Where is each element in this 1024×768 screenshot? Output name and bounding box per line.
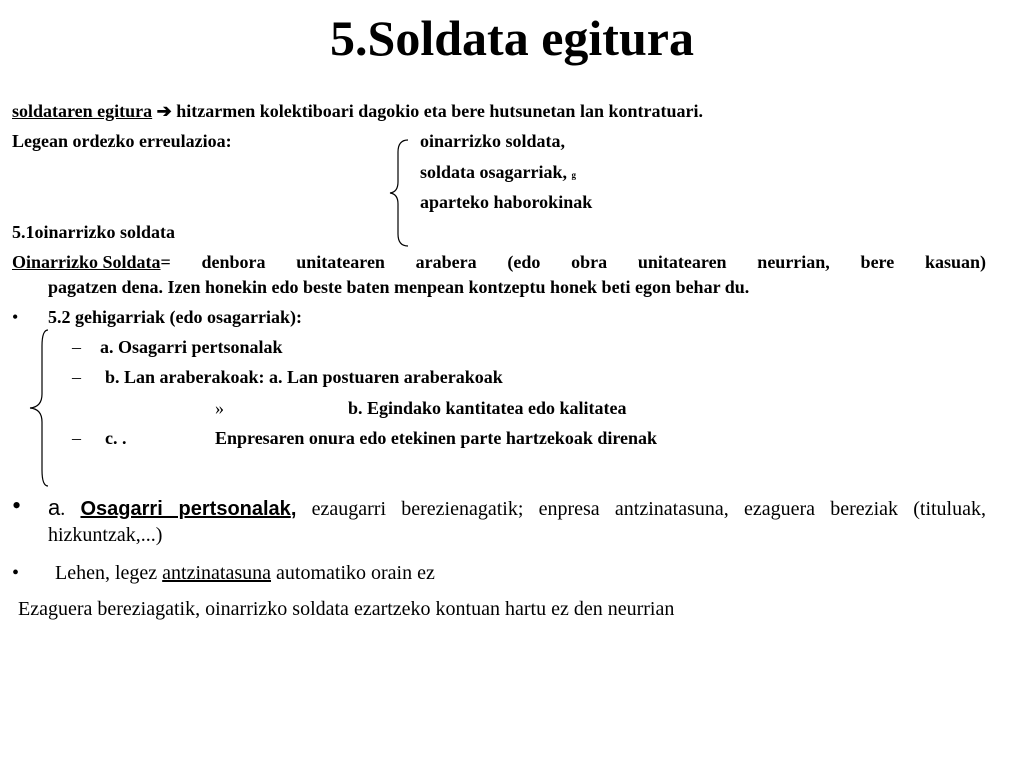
legal-label: Legean ordezko erreulazioa:	[12, 131, 232, 151]
definition-line-2: pagatzen dena. Izen honekin edo beste baten menpean kontzeptu honek beti egon behar du.	[48, 277, 750, 297]
dash-b: –	[72, 367, 81, 387]
lehen-pre: Lehen, legez	[55, 562, 163, 584]
subitem-a: a. Osagarri pertsonalak	[100, 337, 283, 357]
section-52-heading: 5.2 gehigarriak (edo osagarriak):	[48, 307, 302, 327]
gehigarriak-brace	[28, 328, 50, 488]
definition-term: Oinarrizko Soldata	[12, 252, 161, 272]
legal-item-1: oinarrizko soldata,	[420, 131, 566, 151]
lehen-bullet: •	[12, 562, 20, 584]
definition-line-1	[12, 250, 986, 274]
intro-text: hitzarmen kolektiboari dagokio eta bere hutsunetan lan kontratuari.	[176, 101, 703, 121]
legal-item-3: aparteko haborokinak	[420, 192, 593, 212]
dash-c: –	[72, 428, 81, 448]
legal-brace	[390, 138, 412, 248]
page-title: 5.Soldata egitura	[330, 10, 694, 66]
definition-text-1: = denbora unitatearen arabera (edo obra unitatearen neurrian, bere kasuan)	[160, 252, 986, 272]
arrow-icon: ➔	[156, 101, 172, 121]
subitem-b2-marker: »	[215, 398, 224, 418]
pers-comma: ,	[290, 498, 297, 520]
pers-dot: .	[60, 498, 66, 520]
section-52-bullet: •	[12, 307, 19, 327]
intro-line	[12, 99, 703, 123]
legal-item-2: soldata osagarriak, g	[420, 162, 577, 182]
dash-a: –	[72, 337, 81, 357]
subitem-c-label: c. .	[105, 428, 127, 448]
subitem-b: b. Lan araberakoak: a. Lan postuaren araberakoak	[105, 367, 503, 387]
ezaguera-line: Ezaguera bereziagatik, oinarrizko soldata ezartzeko kontuan hartu ez den neurrian	[18, 598, 675, 620]
subitem-c-text: Enpresaren onura edo etekinen parte hartzekoak direnak	[215, 428, 658, 448]
section-51-heading: 5.1oinarrizko soldata	[12, 222, 176, 242]
lehen-line	[55, 560, 435, 586]
legal-item-2-suffix: g	[571, 170, 577, 180]
pers-term: Osagarri pertsonalak	[80, 498, 291, 520]
subitem-b2: b. Egindako kantitatea edo kalitatea	[348, 398, 627, 418]
lehen-term: antzinatasuna	[162, 562, 272, 584]
pers-letter: a	[48, 495, 61, 520]
pers-text: ezaugarri berezienagatik; enpresa antzinatasuna, ezaguera bereziak (tituluak, hizkuntzak,...)	[48, 498, 986, 546]
lehen-post: automatiko orain ez	[271, 562, 435, 584]
intro-term: soldataren egitura	[12, 101, 153, 121]
pers-bullet: •	[12, 491, 22, 520]
pers-paragraph	[48, 495, 986, 548]
